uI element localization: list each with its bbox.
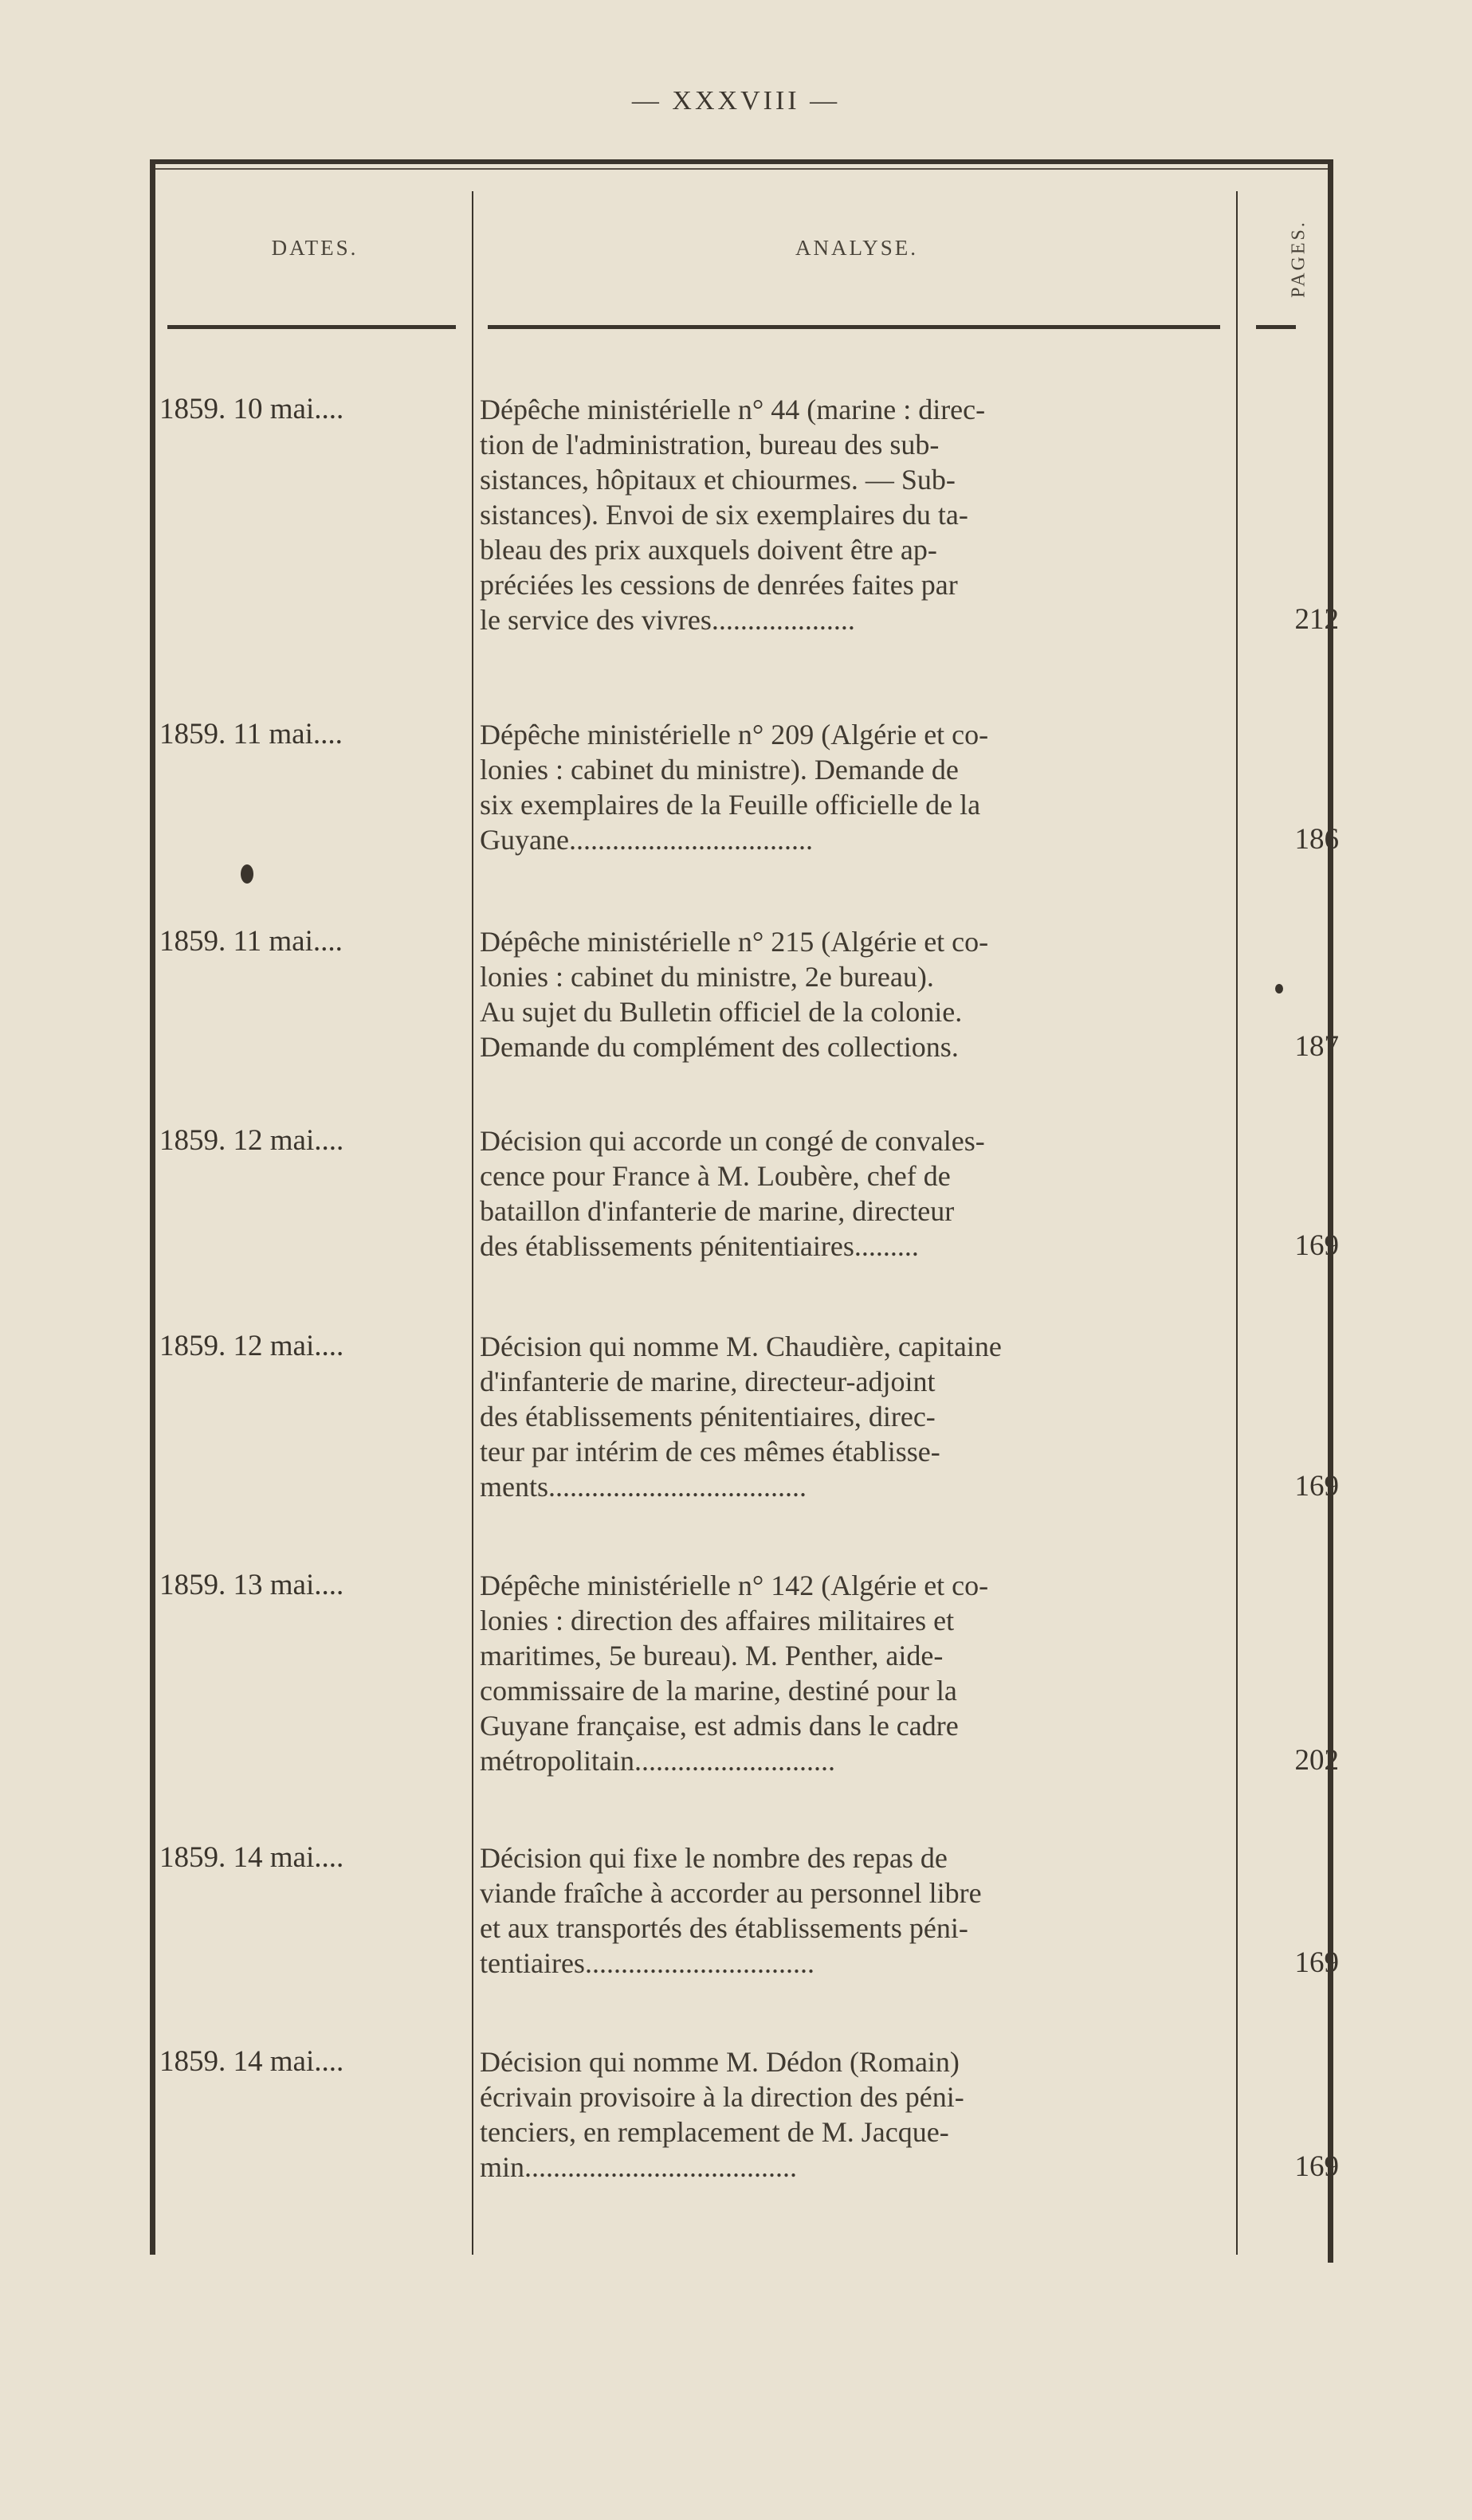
entry-date: 1859. 14 mai.... bbox=[159, 2045, 344, 2078]
entry-page-number: 202 bbox=[1294, 1744, 1339, 1777]
table-top-rule-thin bbox=[150, 168, 1333, 170]
header-rule-pages bbox=[1256, 325, 1296, 329]
entry-date: 1859. 12 mai.... bbox=[159, 1124, 344, 1157]
page-header: — XXXVIII — bbox=[631, 86, 841, 116]
entry-date: 1859. 14 mai.... bbox=[159, 1841, 344, 1874]
ink-spot bbox=[241, 864, 253, 884]
ink-spot bbox=[1275, 984, 1283, 993]
entry-analysis: Dépêche ministérielle n° 142 (Algérie et co- lonies : direction des affaires militaires et maritimes, 5e bureau). M. Penther, aide- commissaire de la marine, destiné pour la Guyane française, est admis dans le cadre métropolitain............................ bbox=[480, 1570, 989, 1777]
column-divider-dates bbox=[472, 191, 473, 2255]
entry-page-number: 187 bbox=[1294, 1030, 1339, 1063]
entry-date: 1859. 12 mai.... bbox=[159, 1330, 344, 1362]
entry-date: 1859. 11 mai.... bbox=[159, 718, 343, 751]
entry-page-number: 169 bbox=[1294, 2150, 1339, 2183]
entry-page-number: 186 bbox=[1294, 823, 1339, 856]
entry-date: 1859. 13 mai.... bbox=[159, 1569, 344, 1601]
entry-page-number: 169 bbox=[1294, 1946, 1339, 1979]
entry-analysis: Décision qui nomme M. Dédon (Romain) écrivain provisoire à la direction des péni- tenciers, en remplacement de M. Jacque- min...................................... bbox=[480, 2046, 964, 2183]
entry-page-number: 169 bbox=[1294, 1470, 1339, 1503]
entry-analysis: Dépêche ministérielle n° 215 (Algérie et co- lonies : cabinet du ministre, 2e bureau). Au sujet du Bulletin officiel de la colonie. Demande du complément des collections. bbox=[480, 926, 989, 1063]
column-header-analyse: ANALYSE. bbox=[795, 236, 919, 260]
header-rule-dates bbox=[167, 325, 456, 329]
entry-analysis: Dépêche ministérielle n° 44 (marine : direc- tion de l'administration, bureau des sub- sistances, hôpitaux et chiourmes. — Sub- sistances). Envoi de six exemplaires du ta- bleau des prix auxquels doivent être ap- préciées les cessions de denrées faites par le service des vivres.................... bbox=[480, 394, 986, 636]
entry-page-number: 169 bbox=[1294, 1229, 1339, 1262]
left-border bbox=[150, 159, 155, 2255]
column-header-dates: DATES. bbox=[271, 236, 359, 260]
header-rule-analyse bbox=[488, 325, 1220, 329]
entry-analysis: Décision qui accorde un congé de convales- cence pour France à M. Loubère, chef de bataillon d'infanterie de marine, directeur des établissements pénitentiaires......... bbox=[480, 1125, 985, 1262]
entry-date: 1859. 11 mai.... bbox=[159, 925, 343, 958]
column-header-pages: PAGES. bbox=[1288, 220, 1309, 298]
entry-analysis: Dépêche ministérielle n° 209 (Algérie et co- lonies : cabinet du ministre). Demande de six exemplaires de la Feuille officielle de la Guyane.................................. bbox=[480, 719, 989, 856]
entry-analysis: Décision qui fixe le nombre des repas de viande fraîche à accorder au personnel libre et aux transportés des établissements péni- tentiaires................................ bbox=[480, 1842, 982, 1979]
index-table bbox=[143, 159, 1339, 2255]
table-top-rule bbox=[150, 159, 1333, 164]
entry-analysis: Décision qui nomme M. Chaudière, capitaine d'infanterie de marine, directeur-adjoint des établissements pénitentiaires, direc- teur par intérim de ces mêmes établisse- ments.................................... bbox=[480, 1331, 1002, 1503]
entry-date: 1859. 10 mai.... bbox=[159, 393, 344, 425]
entry-page-number: 212 bbox=[1294, 603, 1339, 636]
